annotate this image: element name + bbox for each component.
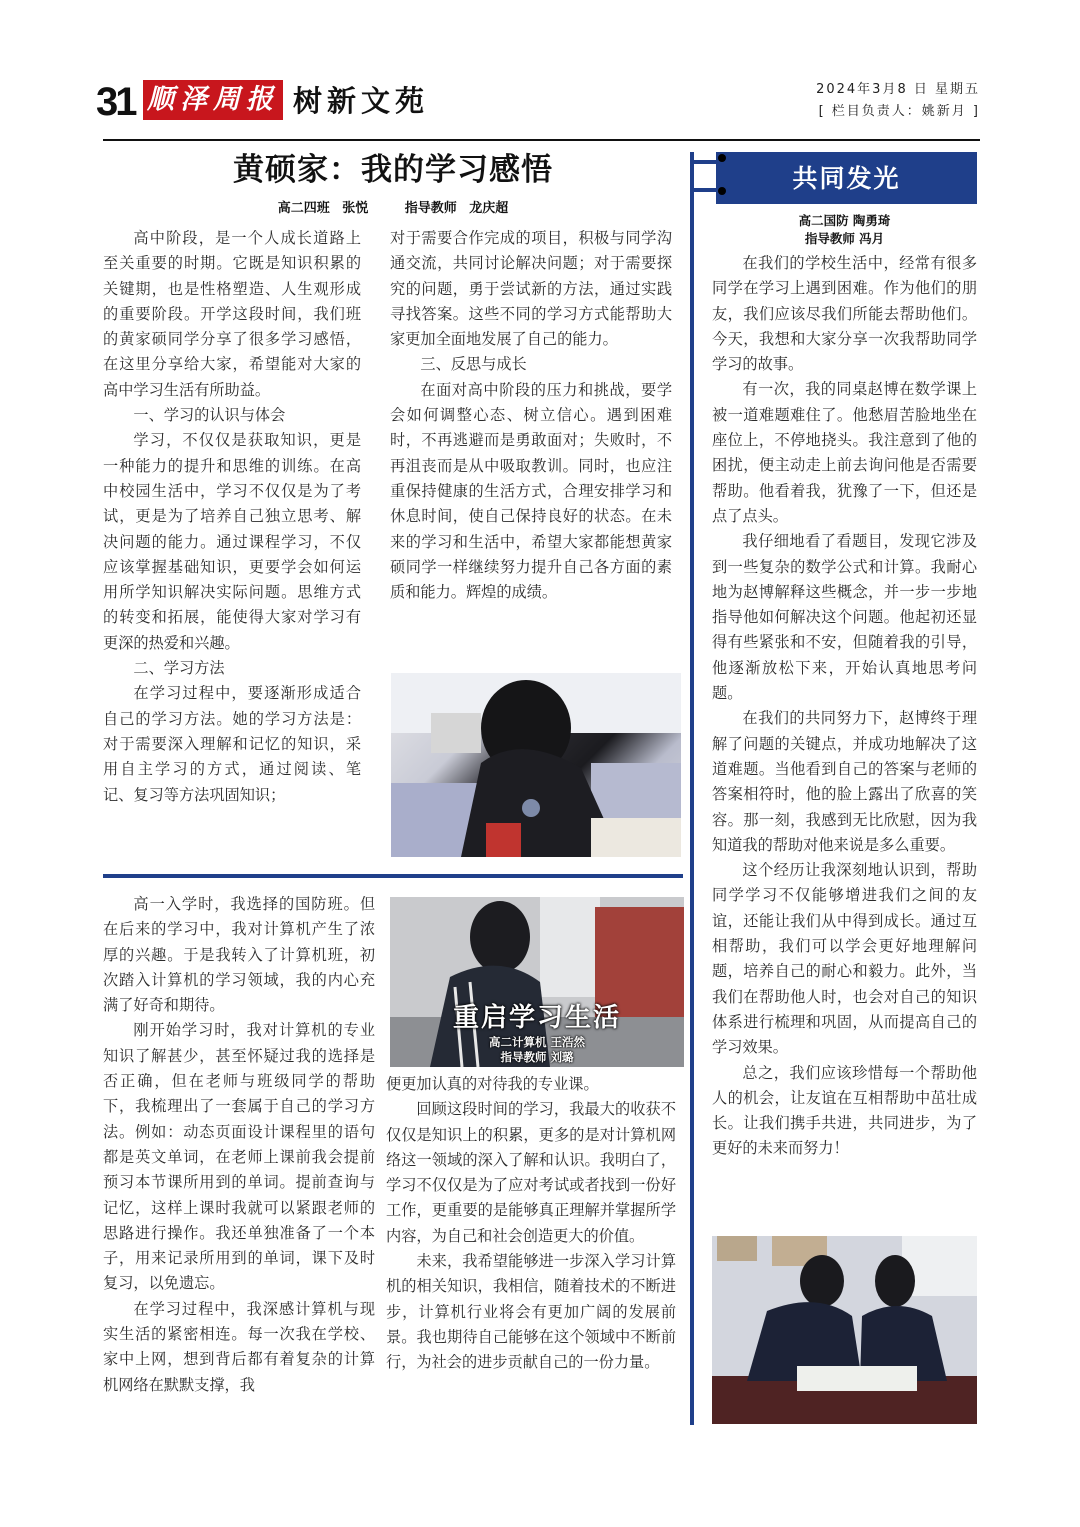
article1-column-b	[390, 226, 672, 605]
article2-column-a	[103, 892, 375, 1398]
paragraph: 高中阶段，是一个人成长道路上至关重要的时期。它既是知识积累的关键期，也是性格塑造、人生观形成的重要阶段。开学这段时间，我们班的黄家硕同学分享了很多学习感悟，在这里分享给大家，希望能对大家的高中学习生活有所助益。	[103, 229, 361, 399]
byline-student: 高二四班 张悦	[277, 201, 369, 216]
photo-student-studying	[391, 673, 681, 857]
photo-overlay-student: 高二计算机 王浩然	[488, 1035, 585, 1049]
byline-teacher: 指导教师 龙庆超	[404, 201, 509, 216]
issue-date: 2024年3月8 日 星期五	[816, 82, 980, 97]
section-divider-vertical	[690, 152, 694, 1425]
paragraph: 在学习过程中，我深感计算机与现实生活的紧密相连。每一次我在学校、家中上网，想到背后都有着复杂的计算机网络在默默支撑，我	[103, 1299, 375, 1394]
paragraph: 未来，我希望能够进一步深入学习计算机的相关知识，我相信，随着技术的不断进步，计算机行业将会有更加广阔的发展前景。我也期待自己能够在这个领域中不断前行，为社会的进步贡献自己的一份力量。	[386, 1252, 676, 1372]
page-number: 31	[96, 80, 135, 124]
flag-dot-icon	[718, 154, 726, 162]
photo-two-students-reading	[712, 1236, 977, 1424]
paragraph: 在我们的共同努力下，赵博终于理解了问题的关键点，并成功地解决了这道难题。当他看到自己的答案与老师的答案相符时，他的脸上露出了欣喜的笑容。那一刻，我感到无比欣慰，因为我知道我的帮助对他来说是多么重要。	[712, 709, 977, 854]
paragraph: 在面对高中阶段的压力和挑战，要学会如何调整心态、树立信心。遇到困难时，不再逃避而是勇敢面对；失败时，不再沮丧而是从中吸取教训。同时，也应注重保持健康的生活方式，合理安排学习和休息时间，使自己保持良好的状态。在未来的学习和生活中，希望大家都能想黄家硕同学一样继续努力提升自己各方面的素质和能力。辉煌的成绩。	[390, 380, 672, 602]
section-divider-horizontal	[103, 874, 683, 878]
column-editor: [ 栏目负责人：姚新月 ]	[818, 104, 980, 119]
article-byline	[103, 199, 683, 219]
paragraph: 对于需要合作完成的项目，积极与同学沟通交流，共同讨论解决问题；对于需要探究的问题，勇于尝试新的方法，通过实践寻找答案。这些不同的学习方式能帮助大家更加全面地发展了自己的能力。	[390, 229, 672, 349]
photo-overlay-teacher: 指导教师 刘璐	[500, 1050, 574, 1064]
byline-student: 高二国防 陶勇琦	[798, 213, 891, 228]
paragraph: 在我们的学校生活中，经常有很多同学在学习上遇到困难。作为他们的朋友，我们应该尽我们所能去帮助他们。今天，我想和大家分享一次我帮助同学学习的故事。	[712, 254, 977, 374]
photo-overlay-title: 重启学习生活	[452, 1003, 621, 1033]
article-title: 黄硕家：我的学习感悟	[233, 152, 553, 188]
subheading: 一、学习的认识与体会	[133, 406, 286, 425]
photo-illustration	[712, 1236, 977, 1424]
section-title: 树新文苑	[293, 84, 430, 118]
paragraph: 学习，不仅仅是获取知识，更是一种能力的提升和思维的训练。在高中校园生活中，学习不仅仅是为了考试，更是为了培养自己独立思考、解决问题的能力。通过课程学习，不仅应该掌握基础知识，更要学会如何运用所学知识解决实际问题。思维方式的转变和拓展，能使得大家对学习有更深的热爱和兴趣。	[103, 431, 361, 652]
paragraph: 有一次，我的同桌赵博在数学课上被一道难题难住了。他愁眉苦脸地坐在座位上，不停地挠头。我注意到了他的困扰，便主动走上前去询问他是否需要帮助。他看着我，犹豫了一下，但还是点了点头。	[712, 380, 977, 525]
header-divider	[103, 139, 980, 141]
flag-dot-icon	[718, 187, 726, 195]
article1-column-a	[103, 226, 361, 808]
article2-column-b	[386, 1072, 676, 1376]
paragraph: 回顾这段时间的学习，我最大的收获不仅仅是知识上的积累，更多的是对计算机网络这一领域的深入了解和认识。我明白了，学习不仅仅是为了应对考试或者找到一份好工作，更重要的是能够真正理解并掌握所学内容，为自己和社会创造更大的价值。	[386, 1100, 676, 1245]
subheading: 三、反思与成长	[420, 355, 527, 374]
byline-teacher: 指导教师 冯月	[804, 231, 885, 246]
paragraph: 刚开始学习时，我对计算机的专业知识了解甚少，甚至怀疑过我的选择是否正确，但在老师与班级同学的帮助下，我梳理出了一套属于自己的学习方法。例如：动态页面设计课程里的语句都是英文单词，在老师上课前我会提前预习本节课所用到的单词。提前查询与记忆，这样上课时我就可以紧跟老师的思路进行操作。我还单独准备了一个本子，用来记录所用到的单词，课下及时复习，以免遗忘。	[103, 1021, 375, 1293]
article3-byline	[712, 212, 977, 248]
paragraph: 我仔细地看了看题目，发现它涉及到一些复杂的数学公式和计算。我耐心地为赵博解释这些概念，并一步一步地指导他如何解决这个问题。他起初还显得有些紧张和不安，但随着我的引导，他逐渐放松下来，开始认真地思考问题。	[712, 532, 977, 703]
paragraph: 在学习过程中，要逐渐形成适合自己的学习方法。她的学习方法是：对于需要深入理解和记忆的知识，采用自主学习的方式，通过阅读、笔记、复习等方法巩固知识；	[103, 684, 361, 804]
photo-illustration	[391, 673, 681, 857]
photo-student-reading-by-window	[390, 897, 684, 1067]
paragraph: 这个经历让我深刻地认识到，帮助同学学习不仅能够增进我们之间的友谊，还能让我们从中得到成长。通过互相帮助，我们可以学会更好地理解问题，培养自己的耐心和毅力。此外，当我们在帮助他人时，也会对自己的知识体系进行梳理和巩固，从而提高自己的学习效果。	[712, 861, 977, 1057]
article3-body	[712, 251, 977, 1162]
subheading: 二、学习方法	[133, 659, 225, 678]
paragraph: 便更加认真的对待我的专业课。	[386, 1075, 599, 1093]
paragraph: 总之，我们应该珍惜每一个帮助他人的机会，让友谊在互相帮助中茁壮成长。让我们携手共进，共同进步，为了更好的未来而努力！	[712, 1063, 977, 1158]
paragraph: 高一入学时，我选择的国防班。但在后来的学习中，我对计算机产生了浓厚的兴趣。于是我转入了计算机班，初次踏入计算机的学习领域，我的内心充满了好奇和期待。	[103, 895, 375, 1015]
newspaper-masthead: 顺泽周报	[143, 80, 283, 120]
column-banner: 共同发光	[716, 152, 977, 204]
